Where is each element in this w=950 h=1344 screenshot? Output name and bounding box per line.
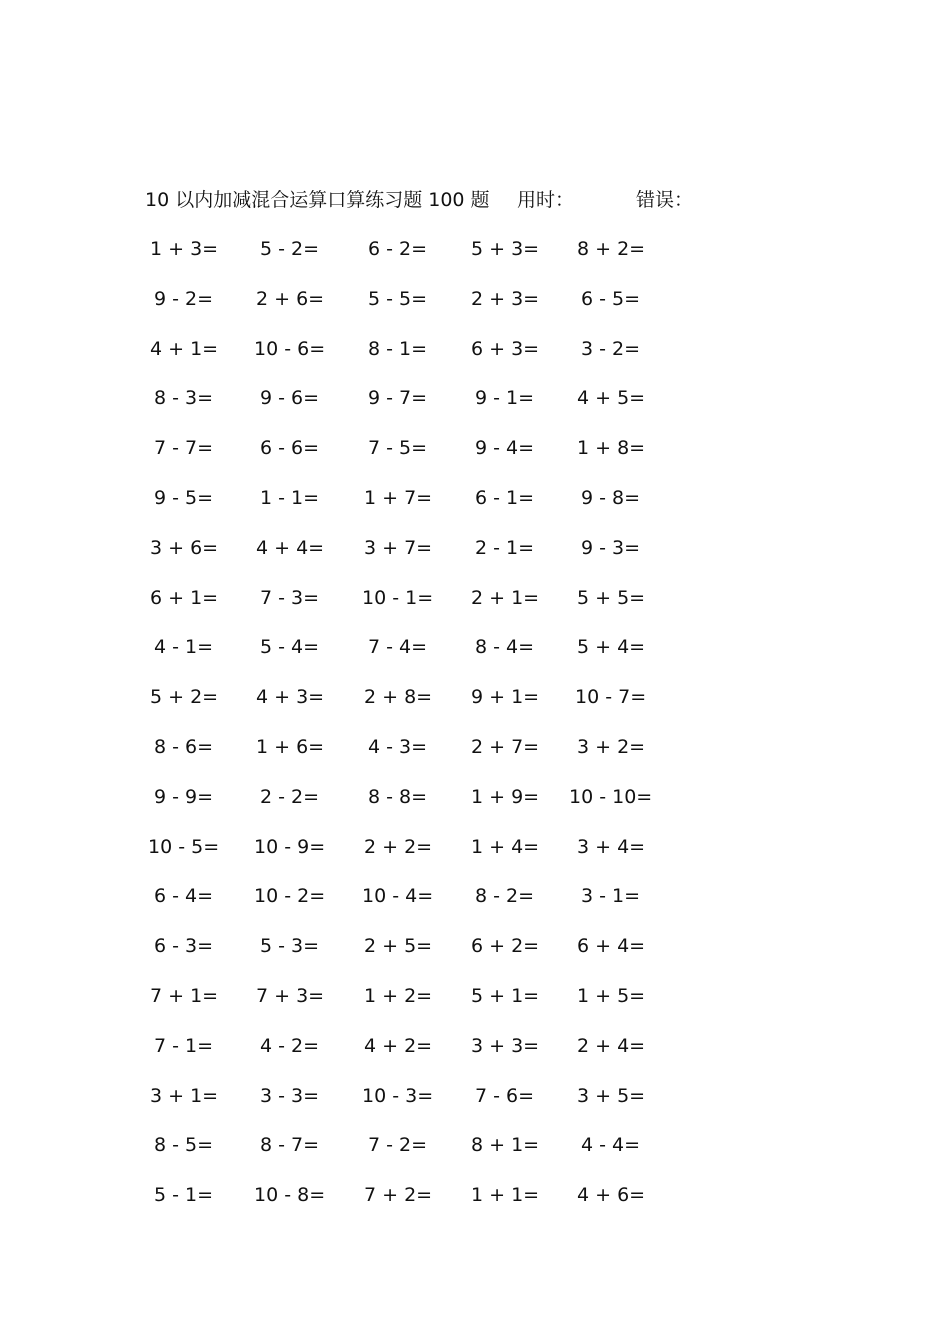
arithmetic-problem: 7 - 1= bbox=[154, 1035, 214, 1057]
arithmetic-problem: 1 + 7= bbox=[364, 487, 433, 509]
arithmetic-problem: 2 + 3= bbox=[471, 288, 540, 310]
arithmetic-problem: 5 - 5= bbox=[368, 288, 428, 310]
arithmetic-problem: 4 + 3= bbox=[256, 686, 325, 708]
arithmetic-problem: 3 - 1= bbox=[581, 885, 641, 907]
arithmetic-problem: 6 - 6= bbox=[260, 437, 320, 459]
arithmetic-problem: 10 - 2= bbox=[254, 885, 326, 907]
arithmetic-problem: 1 + 2= bbox=[364, 985, 433, 1007]
arithmetic-problem: 6 + 3= bbox=[471, 338, 540, 360]
arithmetic-problem: 7 - 2= bbox=[368, 1134, 428, 1156]
arithmetic-problem: 4 + 1= bbox=[150, 338, 219, 360]
arithmetic-problem: 7 - 3= bbox=[260, 587, 320, 609]
arithmetic-problem: 6 - 2= bbox=[368, 238, 428, 260]
arithmetic-problem: 3 + 5= bbox=[577, 1085, 646, 1107]
arithmetic-problem: 9 - 9= bbox=[154, 786, 214, 808]
arithmetic-problem: 6 - 3= bbox=[154, 935, 214, 957]
arithmetic-problem: 1 + 9= bbox=[471, 786, 540, 808]
worksheet-title: 10 以内加减混合运算口算练习题 100 题 bbox=[145, 189, 490, 211]
arithmetic-problem: 6 + 4= bbox=[577, 935, 646, 957]
arithmetic-problem: 6 - 4= bbox=[154, 885, 214, 907]
arithmetic-problem: 9 - 8= bbox=[581, 487, 641, 509]
arithmetic-problem: 9 - 5= bbox=[154, 487, 214, 509]
arithmetic-problem: 10 - 4= bbox=[362, 885, 434, 907]
arithmetic-problem: 4 + 5= bbox=[577, 387, 646, 409]
arithmetic-problem: 2 + 7= bbox=[471, 736, 540, 758]
arithmetic-problem: 4 - 3= bbox=[368, 736, 428, 758]
arithmetic-problem: 10 - 3= bbox=[362, 1085, 434, 1107]
arithmetic-problem: 5 + 5= bbox=[577, 587, 646, 609]
error-count-label: 错误： bbox=[636, 189, 694, 211]
arithmetic-problem: 5 - 1= bbox=[154, 1184, 214, 1206]
arithmetic-problem: 9 + 1= bbox=[471, 686, 540, 708]
arithmetic-problem: 7 + 2= bbox=[364, 1184, 433, 1206]
arithmetic-problem: 7 - 7= bbox=[154, 437, 214, 459]
arithmetic-problem: 2 + 1= bbox=[471, 587, 540, 609]
arithmetic-problem: 9 - 7= bbox=[368, 387, 428, 409]
arithmetic-problem: 5 - 3= bbox=[260, 935, 320, 957]
arithmetic-problem: 7 - 5= bbox=[368, 437, 428, 459]
arithmetic-problem: 4 - 2= bbox=[260, 1035, 320, 1057]
arithmetic-problem: 2 + 4= bbox=[577, 1035, 646, 1057]
arithmetic-problem: 6 - 5= bbox=[581, 288, 641, 310]
arithmetic-problem: 10 - 1= bbox=[362, 587, 434, 609]
arithmetic-problem: 2 + 5= bbox=[364, 935, 433, 957]
arithmetic-problem: 1 - 1= bbox=[260, 487, 320, 509]
arithmetic-problem: 4 - 4= bbox=[581, 1134, 641, 1156]
arithmetic-problem: 7 + 3= bbox=[256, 985, 325, 1007]
arithmetic-problem: 9 - 6= bbox=[260, 387, 320, 409]
arithmetic-problem: 9 - 4= bbox=[475, 437, 535, 459]
arithmetic-problem: 7 - 6= bbox=[475, 1085, 535, 1107]
arithmetic-problem: 3 + 3= bbox=[471, 1035, 540, 1057]
arithmetic-problem: 5 + 2= bbox=[150, 686, 219, 708]
arithmetic-problem: 6 - 1= bbox=[475, 487, 535, 509]
arithmetic-problem: 2 + 8= bbox=[364, 686, 433, 708]
arithmetic-problem: 8 - 7= bbox=[260, 1134, 320, 1156]
arithmetic-problem: 2 + 2= bbox=[364, 836, 433, 858]
arithmetic-problem: 5 - 4= bbox=[260, 636, 320, 658]
arithmetic-problem: 4 - 1= bbox=[154, 636, 214, 658]
arithmetic-problem: 8 + 2= bbox=[577, 238, 646, 260]
arithmetic-problem: 4 + 6= bbox=[577, 1184, 646, 1206]
arithmetic-problem: 1 + 8= bbox=[577, 437, 646, 459]
arithmetic-problem: 7 - 4= bbox=[368, 636, 428, 658]
arithmetic-problem: 3 + 7= bbox=[364, 537, 433, 559]
arithmetic-problem: 6 + 1= bbox=[150, 587, 219, 609]
time-used-label: 用时： bbox=[517, 189, 575, 211]
arithmetic-problem: 3 - 3= bbox=[260, 1085, 320, 1107]
arithmetic-problem: 3 + 4= bbox=[577, 836, 646, 858]
arithmetic-problem: 5 + 4= bbox=[577, 636, 646, 658]
arithmetic-problem: 10 - 7= bbox=[575, 686, 647, 708]
arithmetic-problem: 5 + 1= bbox=[471, 985, 540, 1007]
arithmetic-problem: 8 - 5= bbox=[154, 1134, 214, 1156]
arithmetic-problem: 8 - 4= bbox=[475, 636, 535, 658]
arithmetic-problem: 1 + 4= bbox=[471, 836, 540, 858]
arithmetic-problem: 6 + 2= bbox=[471, 935, 540, 957]
arithmetic-problem: 8 - 3= bbox=[154, 387, 214, 409]
arithmetic-problem: 10 - 9= bbox=[254, 836, 326, 858]
arithmetic-problem: 10 - 10= bbox=[569, 786, 653, 808]
arithmetic-problem: 5 - 2= bbox=[260, 238, 320, 260]
arithmetic-problem: 3 + 1= bbox=[150, 1085, 219, 1107]
arithmetic-problem: 10 - 5= bbox=[148, 836, 220, 858]
arithmetic-problem: 9 - 1= bbox=[475, 387, 535, 409]
arithmetic-problem: 7 + 1= bbox=[150, 985, 219, 1007]
arithmetic-problem: 1 + 1= bbox=[471, 1184, 540, 1206]
arithmetic-problem: 1 + 6= bbox=[256, 736, 325, 758]
arithmetic-problem: 8 - 8= bbox=[368, 786, 428, 808]
arithmetic-problem: 1 + 3= bbox=[150, 238, 219, 260]
arithmetic-problem: 10 - 6= bbox=[254, 338, 326, 360]
arithmetic-problem: 10 - 8= bbox=[254, 1184, 326, 1206]
arithmetic-problem: 3 - 2= bbox=[581, 338, 641, 360]
arithmetic-problem: 3 + 2= bbox=[577, 736, 646, 758]
arithmetic-problem: 8 + 1= bbox=[471, 1134, 540, 1156]
arithmetic-problem: 8 - 6= bbox=[154, 736, 214, 758]
arithmetic-problem: 4 + 4= bbox=[256, 537, 325, 559]
arithmetic-problem: 9 - 3= bbox=[581, 537, 641, 559]
arithmetic-problem: 1 + 5= bbox=[577, 985, 646, 1007]
arithmetic-problem: 5 + 3= bbox=[471, 238, 540, 260]
arithmetic-problem: 9 - 2= bbox=[154, 288, 214, 310]
arithmetic-problem: 4 + 2= bbox=[364, 1035, 433, 1057]
arithmetic-problem: 8 - 1= bbox=[368, 338, 428, 360]
arithmetic-problem: 2 - 2= bbox=[260, 786, 320, 808]
arithmetic-problem: 2 + 6= bbox=[256, 288, 325, 310]
arithmetic-problem: 8 - 2= bbox=[475, 885, 535, 907]
arithmetic-problem: 2 - 1= bbox=[475, 537, 535, 559]
arithmetic-problem: 3 + 6= bbox=[150, 537, 219, 559]
